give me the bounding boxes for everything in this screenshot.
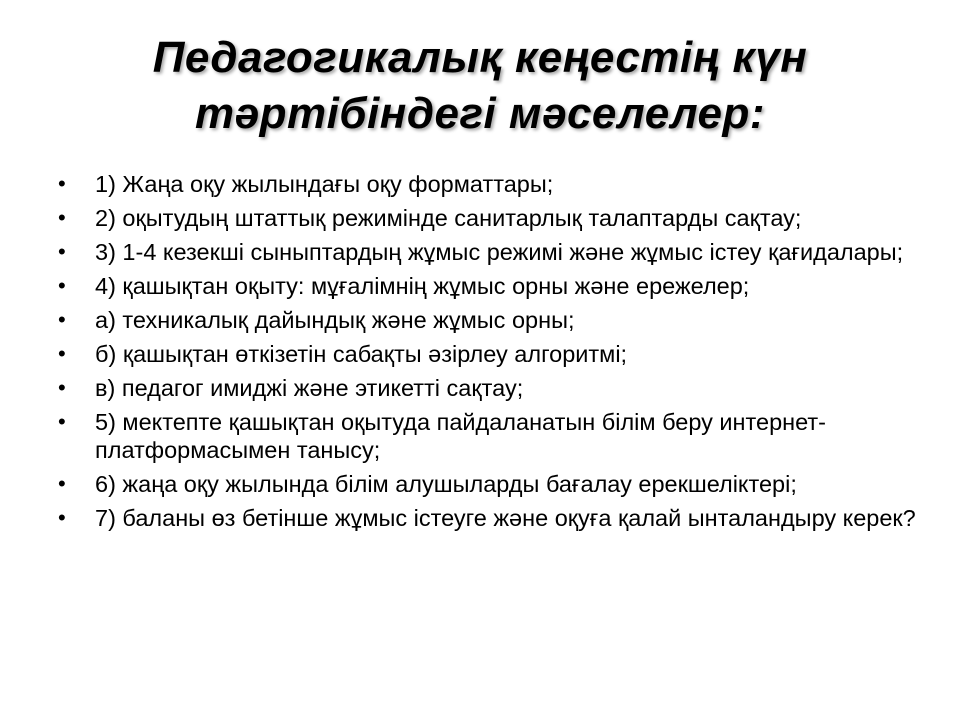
agenda-item-1 <box>58 170 918 198</box>
agenda-item-5 <box>58 408 918 464</box>
bullet-icon: • <box>58 471 66 496</box>
bullet-icon: • <box>58 409 66 434</box>
agenda-item-2 <box>58 204 918 232</box>
agenda-item-text: 7) баланы өз бетінше жұмыс істеуге және оқуға қалай ынталандыру керек? <box>95 505 916 531</box>
agenda-item-4 <box>58 272 918 300</box>
bullet-icon: • <box>58 205 66 230</box>
bullet-icon: • <box>58 171 66 196</box>
agenda-item-text: 3) 1-4 кезекші сыныптардың жұмыс режимі және жұмыс істеу қағидалары; <box>95 239 904 265</box>
slide-title-line-1: Педагогикалық кеңестің күн <box>152 33 808 82</box>
agenda-item-4b <box>58 340 918 368</box>
bullet-icon: • <box>58 341 66 366</box>
agenda-item-4c <box>58 374 918 402</box>
agenda-item-text: 2) оқытудың штаттық режимінде санитарлық талаптарды сақтау; <box>95 205 802 231</box>
agenda-item-text: 5) мектепте қашықтан оқытуда пайдаланатын білім беру интернет-платформасымен танысу; <box>95 409 827 463</box>
agenda-item-text: в) педагог имиджі және этикетті сақтау; <box>95 375 524 401</box>
bullet-icon: • <box>58 239 66 264</box>
slide-title-line-2: тәртібіндегі мәселелер: <box>194 89 766 138</box>
bullet-icon: • <box>58 273 66 298</box>
agenda-item-3 <box>58 238 918 266</box>
agenda-item-6 <box>58 470 918 498</box>
bullet-icon: • <box>58 375 66 400</box>
agenda-item-text: а) техникалық дайындық және жұмыс орны; <box>95 307 575 333</box>
agenda-item-4a <box>58 306 918 334</box>
agenda-item-7 <box>58 504 918 532</box>
bullet-icon: • <box>58 505 66 530</box>
agenda-item-text: 4) қашықтан оқыту: мұғалімнің жұмыс орны және ережелер; <box>95 273 750 299</box>
agenda-list <box>58 170 918 538</box>
agenda-item-text: 6) жаңа оқу жылында білім алушыларды бағалау ерекшеліктері; <box>95 471 797 497</box>
bullet-icon: • <box>58 307 66 332</box>
agenda-item-text: 1) Жаңа оқу жылындағы оқу форматтары; <box>95 171 554 197</box>
slide-title <box>60 30 900 142</box>
agenda-item-text: б) қашықтан өткізетін сабақты әзірлеу алгоритмі; <box>95 341 628 367</box>
